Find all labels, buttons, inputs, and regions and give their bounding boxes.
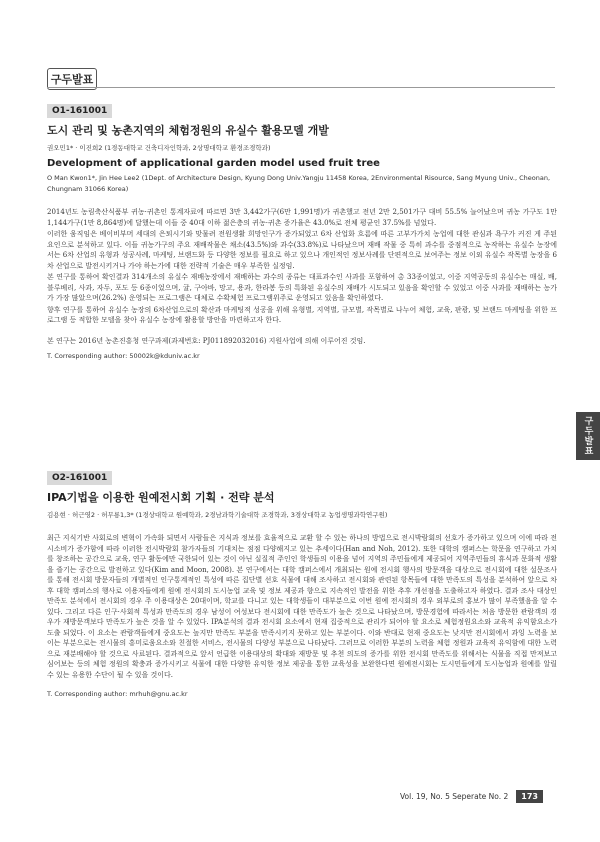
page-footer — [400, 790, 543, 803]
abstract-1 — [47, 98, 557, 360]
paragraph: 2014년도 농림축산식품부 귀농·귀촌인 통계자료에 따르면 3만 3,442가구(6만 1,991명)가 귀촌했고 전년 2만 2,501가구 대비 55.5% 늘어났으며 귀농 가구도 1만 1,144가구(1만 8,864명)에 달했는데 이들 중 40대 이하 젊은층의 귀농·귀촌 증가율은 43.0%로 전체 평균인 37.5%를 넘었다. — [47, 208, 557, 227]
abstract-2 — [47, 465, 557, 698]
journal-volume: Vol. 19, No. 5 Seperate No. 2 — [400, 792, 509, 801]
abstract-title-ko: IPA기법을 이용한 원예전시회 기획 · 전략 분석 — [47, 491, 275, 504]
acknowledgement: 본 연구는 2016년 농촌진흥청 연구과제(과제번호: PJ011892032016) 지원사업에 의해 이루어진 것임. — [47, 336, 366, 345]
abstract-title-ko: 도시 관리 및 농촌지역의 체험정원의 유실수 활용모델 개발 — [47, 124, 329, 137]
abstract-id: O2-161001 — [47, 471, 112, 485]
session-label: 구두발표 — [47, 68, 97, 90]
abstract-authors-ko: 김용현 · 허근영2 · 허무룡1,3* (1경상대학교 원예학과, 2경남과학기술대학 조경학과, 3경상대학교 농업생명과학연구원) — [47, 511, 388, 519]
abstract-id: O1-161001 — [47, 104, 112, 118]
abstract-title-en: Development of applicational garden model used fruit tree — [47, 158, 380, 169]
abstract-body — [47, 533, 557, 680]
abstract-authors-en: O Man Kwon1*, Jin Hee Lee2 (1Dept. of Architecture Design, Kyung Dong Univ.Yangju 11458 Korea, 2Environmental Risource, Sang Myung Univ., Cheonan, Chungnam 31066 Korea) — [47, 174, 551, 193]
side-section-tab: 구두발표 — [576, 412, 600, 460]
abstract-authors-ko: 권오민1* · 이진희2 (1경동대학교 건축디자인학과, 2상명대학교 환경조경학과) — [47, 144, 271, 152]
session-divider — [47, 87, 555, 88]
abstract-body — [47, 207, 557, 326]
paragraph: 이러한 움직임은 베이비부머 세대의 은퇴시기와 맞물려 전원생활 희망인구가 증가되었고 6차 산업화 흐름에 따른 고부가가치 농업에 대한 관심과 욕구가 커진 게 주된 요인으로 분석하고 있다. 이들 귀농가구의 주요 재배작물은 채소(43.5%)와 과수(33.8%)로 나타났으며 재배 작물 중 특히 과수를 중점적으로 농작하는 유실수 농장에서는 6차 산업의 유형과 성공사례, 마케팅, 브랜드화 등 다양한 정보를 필요로 하고 있으나 개인적인 정보사례를 단편적으로 보여주는 정보 이외 유실수 작목별 농장을 6차 산업으로 발전시키거나 가야 하는가에 대한 전략적 기술은 매우 부족한 실정임. — [47, 230, 557, 270]
corresponding-author: T. Corresponding author: 50002k@kduniv.ac.kr — [47, 351, 200, 360]
corresponding-author: T. Corresponding author: mrhuh@gnu.ac.kr — [47, 690, 188, 698]
paragraph: 향후 연구를 통하여 유실수 농장의 6차산업으로의 확산과 마케팅적 성공을 위해 유형별, 지역별, 규모별, 작목별로 나누어 체험, 교육, 판광, 및 브랜드 마케팅을 위한 프로그램 등 적합한 모델을 찾아 유실수 농장에 활용할 방안을 마련하고자 한다. — [47, 305, 557, 324]
paragraph: 본 연구를 통하여 확인결과 314개소의 유실수 재배농장에서 재배하는 과수의 종류는 대표과수인 사과를 포함하여 총 33종이었고, 이중 지역공동의 유실수는 매실, 배, 블루베리, 사과, 자두, 포도 등 6종이었으며, 귤, 구아바, 망고, 용과, 한라봉 등의 특화된 유실수의 재배가 시도되고 있음을 확인할 수 있었고 이중 사과를 재배하는 농가가 가장 많았으며(26.2%) 운영되는 프로그램은 대체로 수확체험 프로그램위주로 운영되고 있음을 확인하였다. — [47, 273, 557, 302]
paragraph: 최근 지식기반 사회로의 변혁이 가속화 되면서 사람들은 지식과 정보를 효율적으로 교환 할 수 있는 하나의 방법으로 전시박람회의 선호가 증가하고 있으며 이에 따라 전시소비가 증가함에 따라 이러한 전시박람회 참가자들의 기대치는 점점 다양해지고 있는 추세이다(Han and Noh, 2012). 또한 대학의 캠퍼스는 학문을 연구하고 가치를 창조하는 공간으로 교육, 연구 활동에만 국한되어 있는 것이 아닌 실질적 주인인 학생들의 이용을 넘어 지역의 주민들에게 제공되어 지역주민들의 휴식과 문화적 생활을 즐기는 공간으로 발전하고 있다(Kim and Moon, 2008). 본 연구에서는 대학 캠퍼스에서 개최되는 원예 전시회 행사의 방문객을 대상으로 전시회에 대한 설문조사를 통해 전시회 방문자들의 개별적인 인구통계적인 특성에 따른 집단별 선호 식물에 대해 조사하고 전시회와 관련된 항목들에 대한 만족도의 특성을 분석하여 앞으로 차후 대학 캠퍼스의 행사로 이용자들에게 원예 전시회의 도시농업 교육 및 정보 제공과 향으로 지속적인 발전을 위한 추후 개선점을 도출하고자 하였다. 결과 조사 대상인 만족도 분석에서 전시회의 경우 주 이용대상은 20대이며, 학교를 다니고 있는 대학생들이 대부분으로 이번 원예 전시회의 경우 외부로의 홍보가 많이 부족했음을 알 수 있다. 그리고 다른 인구·사회적 특성과 만족도의 경우 남성이 여성보다 전시회에 대한 만족도가 높은 것으로 나타났으며, 방문경험에 따라서는 처음 방문한 관람객의 경우가 재방문객보다 만족도가 높은 것을 알 수 있었다. IPA분석의 결과 전시회 요소에서 현재 집중적으로 관리가 되어야 할 요소로 체험정원요소와 교육적 유익함요소가 도출 되었다. 이 요소는 관람객들에게 중요도는 높지만 만족도 부분을 만족시키지 못하고 있는 부분이다. 이와 반대로 현재 중요도는 낮지만 전시회에서 과잉 노력을 보이는 부분으로는 전시물의 흥미로움요소와 친절한 서비스, 전시물의 다양성 부분으로 나타났다. 그러므로 이러한 부분의 노력을 체험 정원과 교육적 유익함에 대한 노력으로 재분배해야 할 것으로 사료된다. 결과적으로 앞서 언급한 이용대상의 확대와 재방문 및 추천 의도의 증가를 위한 전시회 만족도를 위해서는 식물을 직접 만져보고 심어보는 등의 체험 정원의 확충과 증가시키고 식물에 대한 다양한 유익한 정보 제공을 통한 교육성을 보완한다면 원예전시회는 도시민들에게 도시농업과 원예를 알릴 수 있는 유용한 수단이 될 수 있을 것이다. — [47, 534, 557, 679]
page-number: 173 — [516, 790, 543, 803]
